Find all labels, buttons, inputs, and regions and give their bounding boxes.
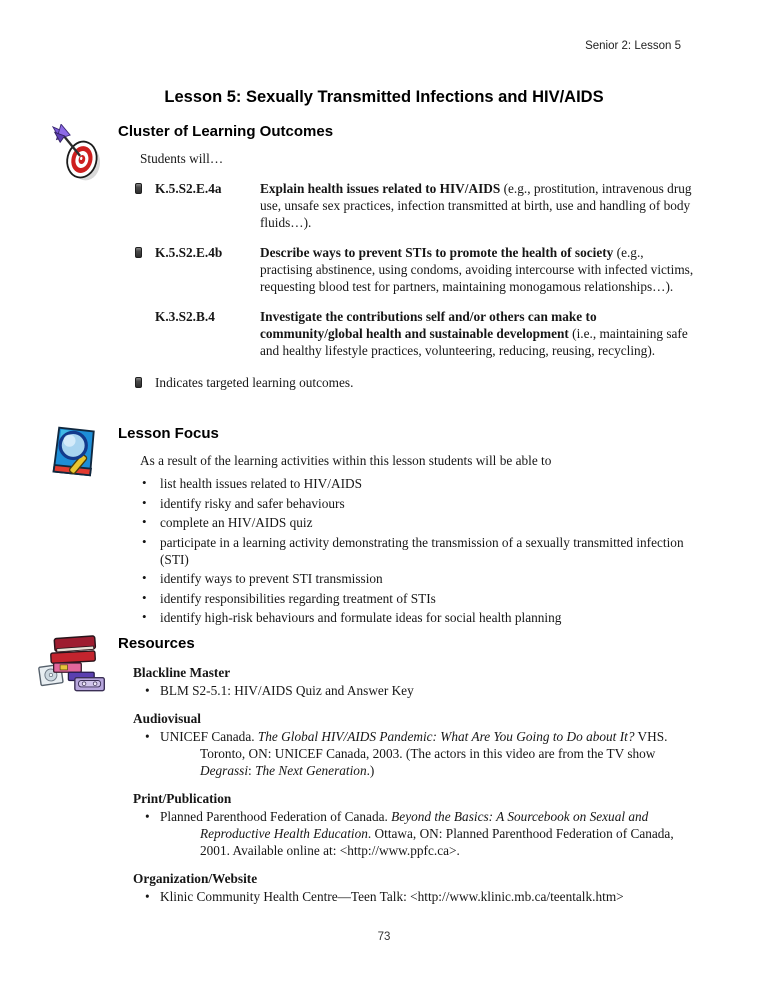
resource-group [133, 870, 698, 905]
list-item-text: identify responsibilities regarding treatment of STIs [160, 590, 436, 606]
outcome-item [135, 180, 698, 231]
outcome-item [135, 308, 698, 359]
page-title: Lesson 5: Sexually Transmitted Infections and HIV/AIDS [164, 88, 604, 106]
list-item-text: complete an HIV/AIDS quiz [160, 515, 313, 530]
list-item-text: identify high-risk behaviours and formulate ideas for social health planning [160, 610, 562, 625]
list-item [140, 495, 698, 512]
resources-heading: Resources [118, 635, 195, 652]
outcome-mark-spacer [135, 308, 155, 359]
resource-group [133, 790, 698, 859]
targeted-outcome-icon [135, 247, 142, 258]
outcome-code: K.5.S2.E.4b [155, 245, 223, 260]
list-item-text: list health issues related to HIV/AIDS [160, 476, 363, 491]
resource-item [133, 888, 698, 905]
targeted-outcome-icon [135, 377, 142, 388]
outcome-lead: Investigate the contributions self and/or others can make to community/global health and sustainable development [260, 309, 597, 341]
focus-bullet-list [140, 475, 698, 626]
resource-subhead: Audiovisual [133, 711, 201, 726]
bullet-glyph: • [145, 889, 150, 904]
running-header: Senior 2: Lesson 5 [585, 40, 681, 52]
outcomes-intro: Students will… [140, 151, 224, 166]
bullet-glyph: • [142, 475, 147, 490]
focus-intro: As a result of the learning activities within this lesson students will be able to [140, 453, 552, 468]
outcome-code: K.5.S2.E.4a [155, 181, 222, 196]
bullet-glyph: • [145, 809, 150, 824]
outcome-detail: (i.e., maintaining safe and healthy lifestyle practices, volunteering, reducing, reusing, recycling). [260, 326, 688, 358]
list-item [140, 609, 698, 626]
bullet-glyph: • [142, 514, 147, 529]
outcome-text [260, 180, 698, 231]
bullet-glyph: • [142, 570, 147, 585]
outcome-lead: Explain health issues related to HIV/AIDS [260, 181, 501, 196]
outcome-code: K.3.S2.B.4 [155, 309, 215, 324]
resource-item [133, 728, 698, 779]
resource-item-text: BLM S2-5.1: HIV/AIDS Quiz and Answer Key [160, 683, 414, 698]
bullet-glyph: • [145, 729, 150, 744]
page-number: 73 [377, 931, 391, 943]
resource-group [133, 664, 698, 699]
bullet-glyph: • [142, 589, 147, 605]
resource-item-text: UNICEF Canada. The Global HIV/AIDS Pandemic: What Are You Going to Do about It? VHS. Toronto, ON: UNICEF Canada, 2003. (The actors in this video are from the TV show Degrassi: The Next Generation.) [160, 729, 668, 778]
resource-item-text: Klinic Community Health Centre—Teen Talk: <http://www.klinic.mb.ca/teentalk.htm> [160, 889, 624, 904]
section-lesson-focus [118, 424, 698, 626]
list-item [140, 570, 698, 587]
resource-subhead: Organization/Website [133, 871, 258, 886]
bullet-glyph: • [142, 533, 147, 549]
resource-item [133, 682, 698, 699]
focus-heading: Lesson Focus [118, 425, 219, 442]
footnote-text: Indicates targeted learning outcomes. [155, 375, 354, 390]
target-dart-icon [52, 124, 110, 191]
notepad-magnifier-icon [48, 420, 104, 487]
resource-item-text: Planned Parenthood Federation of Canada. Beyond the Basics: A Sourcebook on Sexual and Reproductive Health Education. Ottawa, ON: Planned Parenthood Federation of Canada, 2001. Available online at: <http://www.ppfc.ca>. [160, 809, 674, 858]
section-learning-outcomes [118, 122, 698, 391]
list-item-text: participate in a learning activity demonstrating the transmission of a sexually transmitted infection (STI) [160, 534, 684, 567]
list-item [140, 590, 698, 607]
outcome-item [135, 244, 698, 295]
outcomes-footnote [135, 374, 698, 391]
list-item [140, 534, 698, 568]
resource-item [133, 808, 698, 859]
bullet-glyph: • [142, 609, 147, 624]
list-item-text: identify risky and safer behaviours [160, 495, 345, 511]
bullet-glyph: • [145, 683, 150, 698]
targeted-outcome-icon [135, 183, 142, 194]
outcome-text [260, 308, 698, 359]
list-item [140, 475, 698, 492]
outcome-text [260, 244, 698, 295]
outcomes-heading: Cluster of Learning Outcomes [118, 123, 334, 140]
books-media-icon [38, 632, 108, 699]
resource-subhead: Print/Publication [133, 791, 232, 806]
resource-group [133, 710, 698, 779]
outcome-detail: (e.g., practising abstinence, using condoms, avoiding intercourse with infected victims, requesting blood test for partners, maintaining monogamous relationships…). [260, 245, 694, 294]
section-resources [118, 634, 698, 905]
list-item [140, 514, 698, 531]
outcome-lead: Describe ways to prevent STIs to promote the health of society [260, 245, 614, 260]
list-item-text: identify ways to prevent STI transmission [160, 571, 383, 586]
resource-subhead: Blackline Master [133, 665, 231, 680]
bullet-glyph: • [142, 494, 147, 510]
outcome-detail: (e.g., prostitution, intravenous drug use, unsafe sex practices, infection transmitted at birth, use and handling of body fluids…). [260, 181, 692, 230]
